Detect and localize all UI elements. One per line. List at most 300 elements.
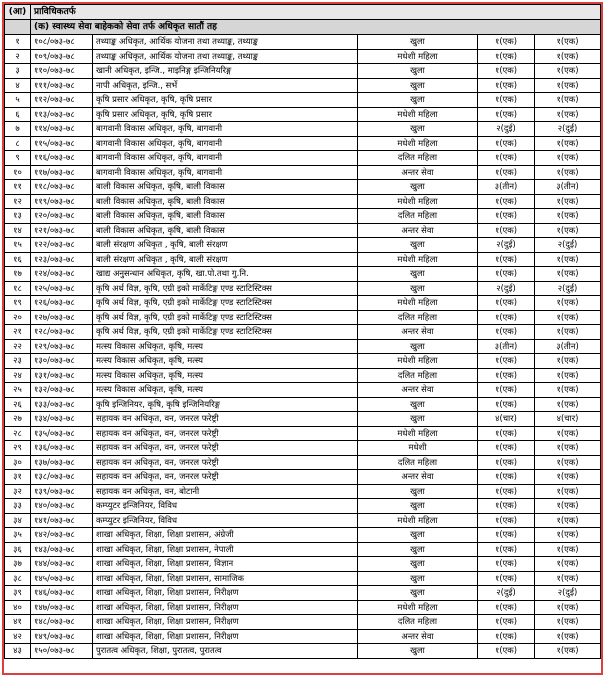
advertisement-number-cell: ११५/०७३-७८ <box>31 136 93 151</box>
post-count-cell: १(एक) <box>478 528 535 543</box>
category-cell: मधेशी महिला <box>358 426 478 441</box>
required-count-cell: १(एक) <box>535 93 601 108</box>
category-cell: खुला <box>358 586 478 601</box>
required-count-cell: २(दुई) <box>535 281 601 296</box>
required-count-cell: १(एक) <box>535 64 601 79</box>
serial-number-cell: २० <box>5 310 31 325</box>
table-row <box>5 426 601 441</box>
required-count-cell: १(एक) <box>535 542 601 557</box>
advertisement-number-cell: १४७/०७३-७८ <box>31 600 93 615</box>
post-count-cell: १(एक) <box>478 600 535 615</box>
category-cell: खुला <box>358 238 478 253</box>
serial-number-cell: ३६ <box>5 542 31 557</box>
serial-number-cell: २६ <box>5 397 31 412</box>
table-row <box>5 455 601 470</box>
post-count-cell: १(एक) <box>478 644 535 659</box>
advertisement-number-cell: १४३/०७३-७८ <box>31 542 93 557</box>
post-count-cell: १(एक) <box>478 93 535 108</box>
required-count-cell: १(एक) <box>535 296 601 311</box>
table-row <box>5 499 601 514</box>
required-count-cell: १(एक) <box>535 644 601 659</box>
required-count-cell: १(एक) <box>535 557 601 572</box>
post-count-cell: १(एक) <box>478 542 535 557</box>
post-count-cell: १(एक) <box>478 151 535 166</box>
post-count-cell: १(एक) <box>478 615 535 630</box>
table-row <box>5 513 601 528</box>
advertisement-number-cell: १४६/०७३-७८ <box>31 586 93 601</box>
serial-number-cell: १३ <box>5 209 31 224</box>
post-count-cell: १(एक) <box>478 223 535 238</box>
advertisement-number-cell: १४५/०७३-७८ <box>31 571 93 586</box>
post-count-cell: १(एक) <box>478 296 535 311</box>
advertisement-number-cell: १५०/०७३-७८ <box>31 644 93 659</box>
post-title-cell: खानी अधिकृत, इन्जि., माइनिङ्ग इन्जिनियरिङ्ग <box>93 64 358 79</box>
table-row <box>5 252 601 267</box>
table-row <box>5 528 601 543</box>
required-count-cell: १(एक) <box>535 165 601 180</box>
required-count-cell: २(दुई) <box>535 238 601 253</box>
post-count-cell: १(एक) <box>478 629 535 644</box>
category-cell: दलित महिला <box>358 151 478 166</box>
serial-number-cell: २४ <box>5 368 31 383</box>
post-title-cell: कम्प्युटर इन्जिनियर, विविध <box>93 499 358 514</box>
post-count-cell: १(एक) <box>478 499 535 514</box>
required-count-cell: १(एक) <box>535 383 601 398</box>
post-title-cell: बागवानी विकास अधिकृत, कृषि, बागवानी <box>93 165 358 180</box>
serial-number-cell: १९ <box>5 296 31 311</box>
post-count-cell: २(दुई) <box>478 122 535 137</box>
advertisement-number-cell: १३६/०७३-७८ <box>31 441 93 456</box>
category-cell: खुला <box>358 267 478 282</box>
required-count-cell: १(एक) <box>535 600 601 615</box>
post-title-cell: बागवानी विकास अधिकृत, कृषि, बागवानी <box>93 122 358 137</box>
post-count-cell: ३(तीन) <box>478 339 535 354</box>
serial-number-cell: ११ <box>5 180 31 195</box>
post-title-cell: शाखा अधिकृत, शिक्षा, शिक्षा प्रशासन, निरीक्षण <box>93 615 358 630</box>
section-title: प्राविधिकतर्फ <box>31 5 601 20</box>
advertisement-number-cell: १२७/०७३-७८ <box>31 310 93 325</box>
required-count-cell: १(एक) <box>535 107 601 122</box>
advertisement-number-cell: १४०/०७३-७८ <box>31 499 93 514</box>
post-count-cell: १(एक) <box>478 194 535 209</box>
serial-number-cell: १६ <box>5 252 31 267</box>
category-cell: अन्तर सेवा <box>358 325 478 340</box>
category-cell: मधेशी महिला <box>358 194 478 209</box>
serial-number-cell: १५ <box>5 238 31 253</box>
table-row <box>5 223 601 238</box>
serial-number-cell: ३ <box>5 64 31 79</box>
category-cell: खुला <box>358 571 478 586</box>
post-count-cell: १(एक) <box>478 397 535 412</box>
advertisement-number-cell: ११८/०७३-७८ <box>31 180 93 195</box>
post-count-cell: १(एक) <box>478 368 535 383</box>
post-count-cell: २(दुई) <box>478 238 535 253</box>
post-title-cell: तथ्याङ्क अधिकृत, आर्थिक योजना तथा तथ्याङ्क, तथ्याङ्क <box>93 49 358 64</box>
required-count-cell: २(दुई) <box>535 586 601 601</box>
table-row <box>5 571 601 586</box>
post-title-cell: कृषि प्रसार अधिकृत, कृषि, कृषि प्रसार <box>93 107 358 122</box>
table-row <box>5 107 601 122</box>
table-row <box>5 165 601 180</box>
post-count-cell: १(एक) <box>478 383 535 398</box>
category-cell: मधेशी महिला <box>358 296 478 311</box>
post-title-cell: शाखा अधिकृत, शिक्षा, शिक्षा प्रशासन, निरीक्षण <box>93 629 358 644</box>
post-count-cell: १(एक) <box>478 484 535 499</box>
required-count-cell: १(एक) <box>535 354 601 369</box>
serial-number-cell: ४२ <box>5 629 31 644</box>
advertisement-number-cell: ११३/०७३-७८ <box>31 107 93 122</box>
post-title-cell: मत्स्य विकास अधिकृत, कृषि, मत्स्य <box>93 354 358 369</box>
advertisement-number-cell: १११/०७३-७८ <box>31 78 93 93</box>
table-row <box>5 339 601 354</box>
table-row <box>5 557 601 572</box>
serial-number-cell: २८ <box>5 426 31 441</box>
post-title-cell: सहायक वन अधिकृत, वन, जनरल फरेष्ट्री <box>93 426 358 441</box>
post-title-cell: सहायक वन अधिकृत, वन, जनरल फरेष्ट्री <box>93 441 358 456</box>
required-count-cell: १(एक) <box>535 267 601 282</box>
table-row <box>5 64 601 79</box>
post-title-cell: कृषि प्रसार अधिकृत, कृषि, कृषि प्रसार <box>93 93 358 108</box>
post-count-cell: १(एक) <box>478 165 535 180</box>
required-count-cell: १(एक) <box>535 484 601 499</box>
category-cell: अन्तर सेवा <box>358 165 478 180</box>
table-row <box>5 136 601 151</box>
table-row <box>5 194 601 209</box>
vacancy-table <box>4 4 601 659</box>
post-count-cell: ३(तीन) <box>478 180 535 195</box>
advertisement-number-cell: १३४/०७३-७८ <box>31 412 93 427</box>
table-row <box>5 310 601 325</box>
post-title-cell: कृषि इन्जिनियर, कृषि, कृषि इन्जिनियरिङ्ग <box>93 397 358 412</box>
required-count-cell: १(एक) <box>535 470 601 485</box>
category-cell: खुला <box>358 644 478 659</box>
post-title-cell: बाली संरक्षण अधिकृत , कृषि, बाली संरक्षण <box>93 238 358 253</box>
category-cell: खुला <box>358 35 478 50</box>
serial-number-cell: ३८ <box>5 571 31 586</box>
document-frame <box>2 2 603 675</box>
post-count-cell: २(दुई) <box>478 586 535 601</box>
required-count-cell: १(एक) <box>535 223 601 238</box>
category-cell: मधेशी महिला <box>358 354 478 369</box>
advertisement-number-cell: १४८/०७३-७८ <box>31 615 93 630</box>
post-count-cell: १(एक) <box>478 557 535 572</box>
post-count-cell: ४(चार) <box>478 412 535 427</box>
required-count-cell: १(एक) <box>535 615 601 630</box>
serial-number-cell: १० <box>5 165 31 180</box>
serial-number-cell: ३४ <box>5 513 31 528</box>
required-count-cell: १(एक) <box>535 252 601 267</box>
post-count-cell: १(एक) <box>478 35 535 50</box>
serial-number-cell: ९ <box>5 151 31 166</box>
category-cell: खुला <box>358 281 478 296</box>
required-count-cell: ३(तीन) <box>535 180 601 195</box>
serial-number-cell: १२ <box>5 194 31 209</box>
advertisement-number-cell: ११७/०७३-७८ <box>31 165 93 180</box>
post-title-cell: शाखा अधिकृत, शिक्षा, शिक्षा प्रशासन, विज्ञान <box>93 557 358 572</box>
advertisement-number-cell: १४२/०७३-७८ <box>31 528 93 543</box>
category-cell: अन्तर सेवा <box>358 383 478 398</box>
serial-number-cell: ३० <box>5 455 31 470</box>
advertisement-number-cell: १३८/०७३-७८ <box>31 470 93 485</box>
table-row <box>5 296 601 311</box>
advertisement-number-cell: १२०/०७३-७८ <box>31 209 93 224</box>
post-count-cell: १(एक) <box>478 64 535 79</box>
section-header-row <box>5 5 601 20</box>
post-title-cell: तथ्याङ्क अधिकृत, आर्थिक योजना तथा तथ्याङ्क, तथ्याङ्क <box>93 35 358 50</box>
serial-number-cell: ७ <box>5 122 31 137</box>
advertisement-number-cell: १२६/०७३-७८ <box>31 296 93 311</box>
category-cell: खुला <box>358 499 478 514</box>
category-cell: दलित महिला <box>358 209 478 224</box>
serial-number-cell: १४ <box>5 223 31 238</box>
advertisement-number-cell: १२५/०७३-७८ <box>31 281 93 296</box>
post-count-cell: १(एक) <box>478 325 535 340</box>
category-cell: खुला <box>358 78 478 93</box>
post-title-cell: सहायक वन अधिकृत, वन, जनरल फरेष्ट्री <box>93 470 358 485</box>
required-count-cell: १(एक) <box>535 35 601 50</box>
table-row <box>5 441 601 456</box>
post-title-cell: शाखा अधिकृत, शिक्षा, शिक्षा प्रशासन, नेपाली <box>93 542 358 557</box>
table-row <box>5 281 601 296</box>
required-count-cell: १(एक) <box>535 151 601 166</box>
table-row <box>5 383 601 398</box>
category-cell: मधेशी महिला <box>358 107 478 122</box>
advertisement-number-cell: १४४/०७३-७८ <box>31 557 93 572</box>
serial-number-cell: ४३ <box>5 644 31 659</box>
advertisement-number-cell: ११२/०७३-७८ <box>31 93 93 108</box>
post-title-cell: मत्स्य विकास अधिकृत, कृषि, मत्स्य <box>93 368 358 383</box>
serial-number-cell: ३१ <box>5 470 31 485</box>
category-cell: खुला <box>358 64 478 79</box>
required-count-cell: ३(तीन) <box>535 339 601 354</box>
post-title-cell: सहायक वन अधिकृत, वन, जनरल फरेष्ट्री <box>93 455 358 470</box>
post-count-cell: १(एक) <box>478 470 535 485</box>
category-cell: अन्तर सेवा <box>358 223 478 238</box>
post-title-cell: बागवानी विकास अधिकृत, कृषि, बागवानी <box>93 151 358 166</box>
serial-number-cell: ६ <box>5 107 31 122</box>
required-count-cell: १(एक) <box>535 441 601 456</box>
post-count-cell: १(एक) <box>478 441 535 456</box>
table-row <box>5 629 601 644</box>
category-cell: खुला <box>358 557 478 572</box>
serial-number-cell: ४ <box>5 78 31 93</box>
post-count-cell: १(एक) <box>478 136 535 151</box>
advertisement-number-cell: १३७/०७३-७८ <box>31 455 93 470</box>
table-row <box>5 615 601 630</box>
required-count-cell: १(एक) <box>535 455 601 470</box>
category-cell: खुला <box>358 339 478 354</box>
post-title-cell: बाली विकास अधिकृत, कृषि, बाली विकास <box>93 180 358 195</box>
post-title-cell: मत्स्य विकास अधिकृत, कृषि, मत्स्य <box>93 339 358 354</box>
table-row <box>5 586 601 601</box>
category-cell: खुला <box>358 484 478 499</box>
required-count-cell: २(दुई) <box>535 122 601 137</box>
post-title-cell: कृषि अर्थ विज्ञ, कृषि, एग्री इको मार्केटिङ्ग एण्ड स्टाटिस्टिक्स <box>93 296 358 311</box>
post-title-cell: सहायक वन अधिकृत, वन, बोटानी <box>93 484 358 499</box>
required-count-cell: १(एक) <box>535 194 601 209</box>
table-row <box>5 368 601 383</box>
serial-number-cell: ३९ <box>5 586 31 601</box>
category-cell: मधेशी <box>358 441 478 456</box>
post-title-cell: बागवानी विकास अधिकृत, कृषि, बागवानी <box>93 136 358 151</box>
post-count-cell: १(एक) <box>478 513 535 528</box>
serial-number-cell: ८ <box>5 136 31 151</box>
serial-number-cell: ४१ <box>5 615 31 630</box>
post-count-cell: १(एक) <box>478 252 535 267</box>
table-row <box>5 325 601 340</box>
serial-number-cell: २१ <box>5 325 31 340</box>
post-count-cell: १(एक) <box>478 571 535 586</box>
table-row <box>5 397 601 412</box>
advertisement-number-cell: ११९/०७३-७८ <box>31 194 93 209</box>
required-count-cell: १(एक) <box>535 78 601 93</box>
required-count-cell: १(एक) <box>535 325 601 340</box>
serial-number-cell: ३२ <box>5 484 31 499</box>
table-row <box>5 93 601 108</box>
advertisement-number-cell: ११६/०७३-७८ <box>31 151 93 166</box>
advertisement-number-cell: १३५/०७३-७८ <box>31 426 93 441</box>
category-cell: दलित महिला <box>358 455 478 470</box>
required-count-cell: १(एक) <box>535 513 601 528</box>
post-title-cell: सहायक वन अधिकृत, वन, जनरल फरेष्ट्री <box>93 412 358 427</box>
advertisement-number-cell: १३९/०७३-७८ <box>31 484 93 499</box>
table-row <box>5 600 601 615</box>
table-row <box>5 267 601 282</box>
table-row <box>5 484 601 499</box>
category-cell: खुला <box>358 93 478 108</box>
post-title-cell: बाली विकास अधिकृत, कृषि, बाली विकास <box>93 194 358 209</box>
table-row <box>5 180 601 195</box>
post-count-cell: २(दुई) <box>478 281 535 296</box>
required-count-cell: १(एक) <box>535 499 601 514</box>
required-count-cell: १(एक) <box>535 49 601 64</box>
table-row <box>5 644 601 659</box>
serial-number-cell: ४० <box>5 600 31 615</box>
advertisement-number-cell: १०९/०७३-७८ <box>31 49 93 64</box>
required-count-cell: १(एक) <box>535 571 601 586</box>
category-cell: मधेशी महिला <box>358 136 478 151</box>
category-cell: खुला <box>358 412 478 427</box>
category-cell: अन्तर सेवा <box>358 470 478 485</box>
table-row <box>5 49 601 64</box>
category-cell: खुला <box>358 397 478 412</box>
post-title-cell: शाखा अधिकृत, शिक्षा, शिक्षा प्रशासन, अंग्रेजी <box>93 528 358 543</box>
post-title-cell: शाखा अधिकृत, शिक्षा, शिक्षा प्रशासन, निरीक्षण <box>93 600 358 615</box>
post-title-cell: शाखा अधिकृत, शिक्षा, शिक्षा प्रशासन, निरीक्षण <box>93 586 358 601</box>
serial-number-cell: १७ <box>5 267 31 282</box>
table-row <box>5 542 601 557</box>
required-count-cell: १(एक) <box>535 368 601 383</box>
advertisement-number-cell: १२३/०७३-७८ <box>31 252 93 267</box>
post-title-cell: खाद्य अनुसन्धान अधिकृत, कृषि, खा.पो.तथा गु.नि. <box>93 267 358 282</box>
category-cell: दलित महिला <box>358 368 478 383</box>
serial-number-cell: ५ <box>5 93 31 108</box>
advertisement-number-cell: ११०/०७३-७८ <box>31 64 93 79</box>
post-title-cell: कृषि अर्थ विज्ञ, कृषि, एग्री इको मार्केटिङ्ग एण्ड स्टाटिस्टिक्स <box>93 325 358 340</box>
post-count-cell: १(एक) <box>478 354 535 369</box>
category-cell: मधेशी महिला <box>358 513 478 528</box>
serial-number-cell: २५ <box>5 383 31 398</box>
required-count-cell: १(एक) <box>535 136 601 151</box>
post-title-cell: बाली विकास अधिकृत, कृषि, बाली विकास <box>93 223 358 238</box>
post-title-cell: मत्स्य विकास अधिकृत, कृषि, मत्स्य <box>93 383 358 398</box>
required-count-cell: १(एक) <box>535 397 601 412</box>
table-row <box>5 35 601 50</box>
table-row <box>5 151 601 166</box>
category-cell: खुला <box>358 180 478 195</box>
table-row <box>5 122 601 137</box>
post-title-cell: शाखा अधिकृत, शिक्षा, शिक्षा प्रशासन, सामाजिक <box>93 571 358 586</box>
serial-number-cell: २७ <box>5 412 31 427</box>
post-count-cell: १(एक) <box>478 49 535 64</box>
serial-number-cell: २२ <box>5 339 31 354</box>
advertisement-number-cell: १२८/०७३-७८ <box>31 325 93 340</box>
post-count-cell: १(एक) <box>478 426 535 441</box>
post-count-cell: १(एक) <box>478 267 535 282</box>
post-count-cell: १(एक) <box>478 310 535 325</box>
post-title-cell: कृषि अर्थ विज्ञ, कृषि, एग्री इको मार्केटिङ्ग एण्ड स्टाटिस्टिक्स <box>93 281 358 296</box>
group-title: (क) स्वास्थ्य सेवा बाहेकको सेवा तर्फ अधिकृत सातौं तह <box>31 20 601 35</box>
post-title-cell: पुरातत्व अधिकृत, शिक्षा, पुरातत्व, पुरातत्व <box>93 644 358 659</box>
serial-number-cell: २३ <box>5 354 31 369</box>
serial-number-cell: १८ <box>5 281 31 296</box>
required-count-cell: १(एक) <box>535 528 601 543</box>
section-code: (आ) <box>5 5 31 20</box>
table-row <box>5 78 601 93</box>
post-count-cell: १(एक) <box>478 107 535 122</box>
advertisement-number-cell: १३०/०७३-७८ <box>31 354 93 369</box>
table-row <box>5 238 601 253</box>
advertisement-number-cell: १२४/०७३-७८ <box>31 267 93 282</box>
serial-number-cell: ३३ <box>5 499 31 514</box>
serial-number-cell: २ <box>5 49 31 64</box>
category-cell: दलित महिला <box>358 310 478 325</box>
advertisement-number-cell: १४१/०७३-७८ <box>31 513 93 528</box>
advertisement-number-cell: १३३/०७३-७८ <box>31 397 93 412</box>
advertisement-number-cell: १३१/०७३-७८ <box>31 368 93 383</box>
category-cell: अन्तर सेवा <box>358 629 478 644</box>
post-count-cell: १(एक) <box>478 78 535 93</box>
post-title-cell: कम्प्युटर इन्जिनियर, विविध <box>93 513 358 528</box>
advertisement-number-cell: १२२/०७३-७८ <box>31 238 93 253</box>
category-cell: मधेशी महिला <box>358 49 478 64</box>
group-header-row <box>5 20 601 35</box>
category-cell: मधेशी महिला <box>358 252 478 267</box>
table-row <box>5 354 601 369</box>
post-title-cell: बाली विकास अधिकृत, कृषि, बाली विकास <box>93 209 358 224</box>
table-row <box>5 412 601 427</box>
serial-number-cell: ३५ <box>5 528 31 543</box>
required-count-cell: १(एक) <box>535 629 601 644</box>
serial-number-cell: २९ <box>5 441 31 456</box>
post-count-cell: १(एक) <box>478 455 535 470</box>
advertisement-number-cell: ११४/०७३-७८ <box>31 122 93 137</box>
group-spacer <box>5 20 31 35</box>
required-count-cell: १(एक) <box>535 426 601 441</box>
category-cell: खुला <box>358 122 478 137</box>
post-title-cell: नापी अधिकृत, इन्जि., सर्भे <box>93 78 358 93</box>
serial-number-cell: १ <box>5 35 31 50</box>
serial-number-cell: ३७ <box>5 557 31 572</box>
advertisement-number-cell: १२९/०७३-७८ <box>31 339 93 354</box>
required-count-cell: ४(चार) <box>535 412 601 427</box>
advertisement-number-cell: १४९/०७३-७८ <box>31 629 93 644</box>
required-count-cell: १(एक) <box>535 310 601 325</box>
category-cell: खुला <box>358 528 478 543</box>
post-title-cell: बाली संरक्षण अधिकृत , कृषि, बाली संरक्षण <box>93 252 358 267</box>
post-count-cell: १(एक) <box>478 209 535 224</box>
advertisement-number-cell: १२१/०७३-७८ <box>31 223 93 238</box>
